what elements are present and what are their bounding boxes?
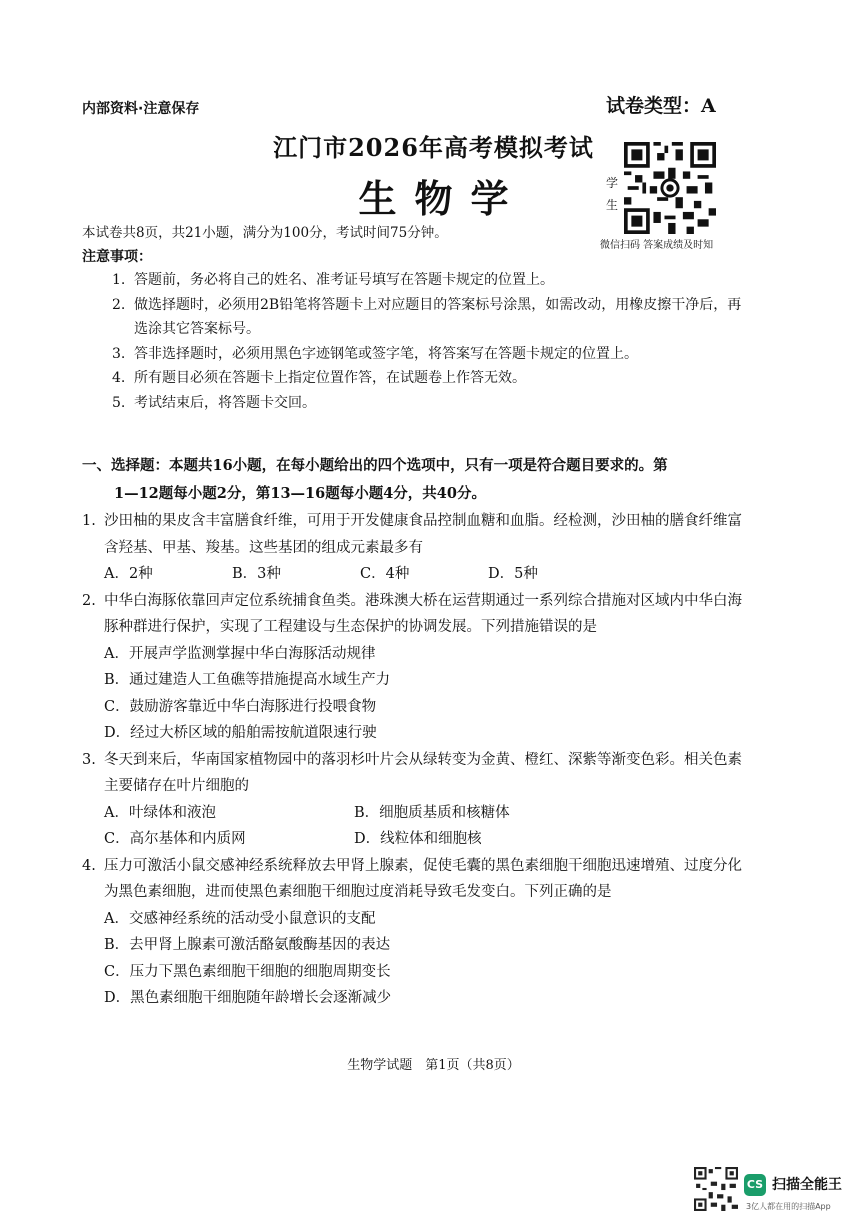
option-a: A．开展声学监测掌握中华白海豚活动规律	[104, 645, 376, 662]
question-1	[82, 508, 752, 588]
section-heading	[82, 452, 742, 508]
section-heading-line: 一、选择题：本题共16小题，在每小题给出的四个选项中，只有一项是符合题目要求的。第	[82, 457, 668, 474]
scanner-app-name: 扫描全能王	[772, 1177, 842, 1193]
option-a: A．交感神经系统的活动受小鼠意识的支配	[104, 910, 376, 927]
paper-type: 试卷类型：A	[606, 95, 716, 117]
page-footer: 生物学试题 第1页（共8页）	[347, 1058, 520, 1073]
option-d: D．5种	[488, 566, 538, 582]
notice-number: 3.	[112, 345, 126, 362]
option-a: A．2种	[104, 566, 153, 582]
option-b: B．3种	[232, 566, 281, 582]
notice-text: 所有题目必须在答题卡上指定位置作答，在试题卷上作答无效。	[134, 370, 526, 386]
notice-number: 2.	[112, 296, 126, 313]
question-number: 3.	[82, 751, 96, 768]
student-label: 学生	[606, 176, 619, 212]
qr-code-icon[interactable]	[624, 142, 716, 234]
question-number: 4.	[82, 857, 96, 874]
notice-list	[112, 268, 752, 415]
notice-item	[112, 293, 752, 342]
option-d: D．黑色素细胞干细胞随年龄增长会逐渐减少	[104, 990, 392, 1006]
notice-number: 4.	[112, 370, 126, 386]
subject-title: 生物学	[358, 176, 527, 221]
option-c: C．高尔基体和内质网	[104, 831, 246, 847]
notice-text: 答非选择题时，必须用黑色字迹钢笔或签字笔，将答案写在答题卡规定的位置上。	[134, 345, 638, 362]
option-d: D．线粒体和细胞核	[354, 831, 482, 847]
question-stem: 中华白海豚依靠回声定位系统捕食鱼类。港珠澳大桥在运营期通过一系列综合措施对区域内中华白海豚种群进行保护，实现了工程建设与生态保护的协调发展。下列措施错误的是	[104, 592, 742, 635]
option-c: C．压力下黑色素细胞干细胞的细胞周期变长	[104, 963, 391, 980]
scanner-qr-icon	[694, 1167, 738, 1211]
scanner-logo-icon: CS	[744, 1174, 766, 1196]
option-b: B．去甲肾上腺素可激活酪氨酸酶基因的表达	[104, 937, 391, 953]
notice-number: 5.	[112, 394, 126, 411]
question-number: 2.	[82, 592, 96, 609]
option-b: B．通过建造人工鱼礁等措施提高水域生产力	[104, 672, 391, 688]
notice-number: 1.	[112, 272, 126, 288]
question-stem: 压力可激活小鼠交感神经系统释放去甲肾上腺素，促使毛囊的黑色素细胞干细胞迅速增殖、过度分化为黑色素细胞，进而使黑色素细胞干细胞过度消耗导致毛发变白。下列正确的是	[104, 857, 742, 900]
exam-title: 江门市2026年高考模拟考试	[273, 133, 594, 162]
notice-heading: 注意事项：	[82, 249, 152, 265]
option-a: A．叶绿体和液泡	[104, 804, 216, 821]
question-stem: 沙田柚的果皮含丰富膳食纤维，可用于开发健康食品控制血糖和血脂。经检测，沙田柚的膳食纤维富含羟基、甲基、羧基。这些基团的组成元素最多有	[104, 513, 742, 556]
confidential-label: 内部资料·注意保存	[82, 101, 200, 117]
notice-item	[112, 391, 752, 416]
option-b: B．细胞质基质和核糖体	[354, 804, 510, 821]
option-d: D．经过大桥区域的船舶需按航道限速行驶	[104, 725, 377, 741]
notice-item	[112, 342, 752, 367]
qr-caption: 微信扫码 答案成绩及时知	[600, 240, 714, 251]
notice-text: 做选择题时，必须用2B铅笔将答题卡上对应题目的答案标号涂黑，如需改动，用橡皮擦干净后，再选涂其它答案标号。	[134, 296, 742, 337]
option-c: C．鼓励游客靠近中华白海豚进行投喂食物	[104, 698, 377, 715]
question-list	[82, 508, 752, 1012]
question-stem: 冬天到来后，华南国家植物园中的落羽杉叶片会从绿转变为金黄、橙红、深紫等渐变色彩。相关色素主要储存在叶片细胞的	[104, 751, 742, 794]
exam-info: 本试卷共8页，共21小题，满分为100分，考试时间75分钟。	[82, 225, 448, 241]
question-number: 1.	[82, 513, 96, 529]
section-heading-line: 1—12题每小题2分，第13—16题每小题4分，共40分。	[114, 485, 486, 502]
option-c: C．4种	[360, 566, 410, 582]
notice-item	[112, 268, 752, 293]
question-3	[82, 747, 752, 853]
scanner-tagline: 3亿人都在用的扫描App	[746, 1202, 831, 1211]
question-4	[82, 853, 752, 1012]
notice-text: 答题前，务必将自己的姓名、准考证号填写在答题卡规定的位置上。	[134, 272, 554, 288]
question-2	[82, 588, 752, 747]
notice-text: 考试结束后，将答题卡交回。	[134, 394, 316, 411]
notice-item	[112, 366, 752, 391]
